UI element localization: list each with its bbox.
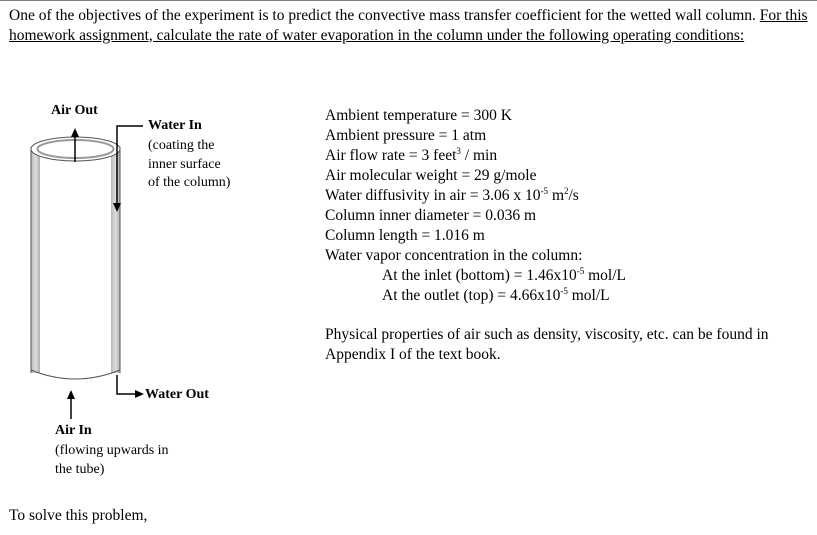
inlet-unit: mol/L	[584, 267, 626, 284]
outlet-unit: mol/L	[567, 287, 610, 304]
water-out-label: Water Out	[145, 387, 209, 402]
column-inner-diameter: Column inner diameter = 0.036 m	[325, 207, 537, 224]
outlet-text: At the outlet (top) = 4.66x10	[382, 287, 561, 304]
outlet-exponent: -5	[560, 286, 568, 296]
physical-properties-note: Physical properties of air such as density, viscosity, etc. can be found in Appendix I of the text book.	[325, 326, 769, 363]
intro-text: One of the objectives of the experiment is to predict the convective mass transfer coefficient for the wetted wall column.	[9, 7, 756, 24]
column-left-wall	[31, 147, 40, 373]
water-in-note-line: (coating the	[148, 138, 215, 153]
air-in-label: Air In	[55, 423, 92, 438]
diffusivity-unit-m: m	[548, 187, 564, 204]
air-out-label: Air Out	[51, 103, 98, 118]
water-in-note	[148, 137, 230, 193]
air-out-arrow-icon	[71, 128, 79, 137]
air-flow-rate	[325, 146, 805, 166]
water-in-label: Water In	[148, 118, 202, 133]
diffusivity-unit-s: /s	[568, 187, 579, 204]
column-length: Column length = 1.016 m	[325, 227, 485, 244]
intro-underlined-text: For this homework assignment, calculate the rate of water evaporation in the column under the following operating conditions:	[9, 7, 808, 44]
diffusivity-text: Water diffusivity in air = 3.06 x 10	[325, 187, 541, 204]
water-in-note-line: inner surface	[148, 156, 221, 172]
air-in-note-line: the tube)	[55, 461, 105, 477]
ambient-pressure: Ambient pressure = 1 atm	[325, 127, 487, 144]
air-flow-rate-exponent: 3	[456, 146, 461, 156]
inlet-concentration	[325, 266, 805, 286]
water-out-arrow-line	[117, 375, 137, 394]
water-out-arrow-icon	[135, 390, 144, 398]
air-flow-rate-unit: / min	[460, 147, 498, 164]
air-in-arrow-icon	[67, 390, 75, 399]
inlet-text: At the inlet (bottom) = 1.46x10	[382, 267, 577, 284]
water-in-note-line: of the column)	[148, 175, 231, 190]
water-diffusivity	[325, 186, 805, 206]
air-in-note-line: (flowing upwards in	[55, 443, 169, 458]
diffusivity-exponent: -5	[540, 186, 549, 196]
inlet-exponent: -5	[576, 266, 585, 276]
diffusivity-unit-exponent: 2	[564, 186, 569, 196]
outlet-concentration	[325, 286, 805, 306]
air-flow-rate-text: Air flow rate = 3 feet	[325, 147, 457, 164]
air-in-note	[55, 442, 169, 479]
air-molecular-weight: Air molecular weight = 29 g/mole	[325, 167, 537, 184]
operating-conditions	[325, 106, 805, 306]
closing-text: To solve this problem,	[9, 507, 148, 524]
water-in-arrow-line	[117, 126, 143, 205]
ambient-temperature: Ambient temperature = 300 K	[325, 107, 512, 124]
column-bottom-edge	[31, 370, 120, 379]
column-right-wall	[111, 147, 120, 373]
vapor-concentration-heading: Water vapor concentration in the column:	[325, 247, 583, 264]
